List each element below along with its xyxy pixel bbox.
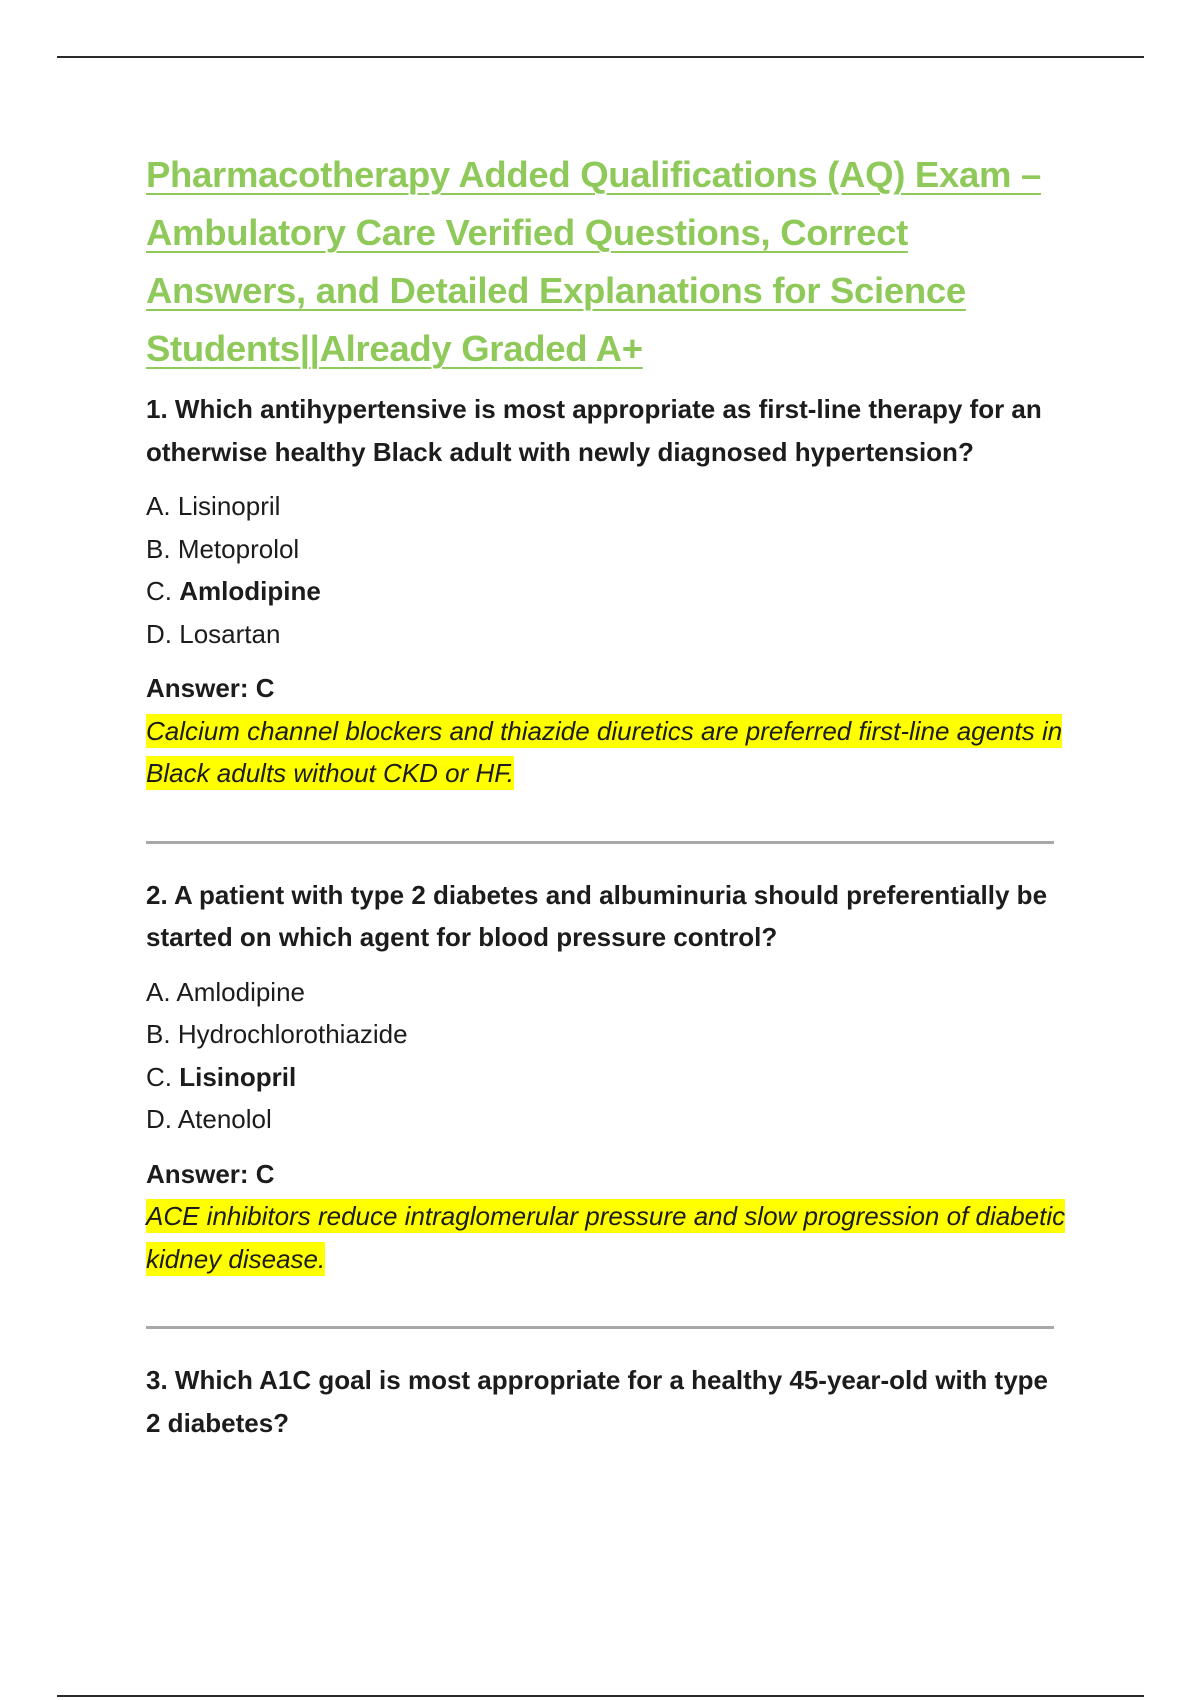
highlighted-explanation: Calcium channel blockers and thiazide diuretics are preferred first-line agents in Black adults without CKD or HF. <box>146 715 1063 788</box>
option-letter: C. <box>146 1061 172 1092</box>
option-c-correct <box>146 570 1066 613</box>
option-text: Lisinopril <box>179 1061 297 1092</box>
option-letter: B. <box>146 1019 171 1049</box>
option-b <box>146 528 1066 571</box>
option-text: Amlodipine <box>176 976 306 1007</box>
question-text: 3. Which A1C goal is most appropriate for a healthy 45-year-old with type 2 diabetes? <box>146 1365 1048 1438</box>
question-block-2 <box>146 874 1066 1281</box>
answer-explanation <box>146 1195 1066 1280</box>
question-divider <box>146 1326 1054 1329</box>
option-letter: D. <box>146 618 172 649</box>
answer-options <box>146 485 1066 655</box>
option-text: Metoprolol <box>177 533 300 564</box>
option-d <box>146 1098 1066 1141</box>
question-block-1 <box>146 388 1066 795</box>
answer-explanation <box>146 710 1066 795</box>
option-text: Losartan <box>179 618 281 649</box>
answer-options <box>146 971 1066 1141</box>
answer-key: Answer: C <box>146 673 275 703</box>
question-block-3 <box>146 1359 1066 1444</box>
option-letter: A. <box>146 976 171 1007</box>
document-body <box>146 146 1066 1456</box>
option-letter: C. <box>146 576 172 606</box>
question-text: 1. Which antihypertensive is most appropriate as first-line therapy for an otherwise healthy Black adult with newly diagnosed hypertension? <box>146 394 1042 467</box>
option-text: Amlodipine <box>179 576 321 606</box>
highlighted-explanation: ACE inhibitors reduce intraglomerular pressure and slow progression of diabetic kidney disease. <box>146 1201 1066 1274</box>
option-a <box>146 485 1066 528</box>
option-letter: A. <box>146 491 171 521</box>
option-letter: B. <box>146 533 171 564</box>
question-text: 2. A patient with type 2 diabetes and albuminuria should preferentially be started on which agent for blood pressure control? <box>146 879 1048 952</box>
option-b <box>146 1013 1066 1056</box>
option-letter: D. <box>146 1104 172 1134</box>
option-c-correct <box>146 1056 1066 1099</box>
option-text: Atenolol <box>177 1104 272 1134</box>
document-title: Pharmacotherapy Added Qualifications (AQ) Exam – Ambulatory Care Verified Questions, Correct Answers, and Detailed Explanations for Science Students||Already Graded A+ <box>146 154 1041 369</box>
option-d <box>146 613 1066 656</box>
answer-key: Answer: C <box>146 1158 275 1189</box>
question-divider <box>146 841 1054 844</box>
page-bottom-rule <box>57 1695 1144 1697</box>
option-text: Lisinopril <box>177 491 281 521</box>
option-text: Hydrochlorothiazide <box>177 1019 408 1049</box>
page-top-rule <box>57 56 1144 58</box>
option-a <box>146 971 1066 1014</box>
